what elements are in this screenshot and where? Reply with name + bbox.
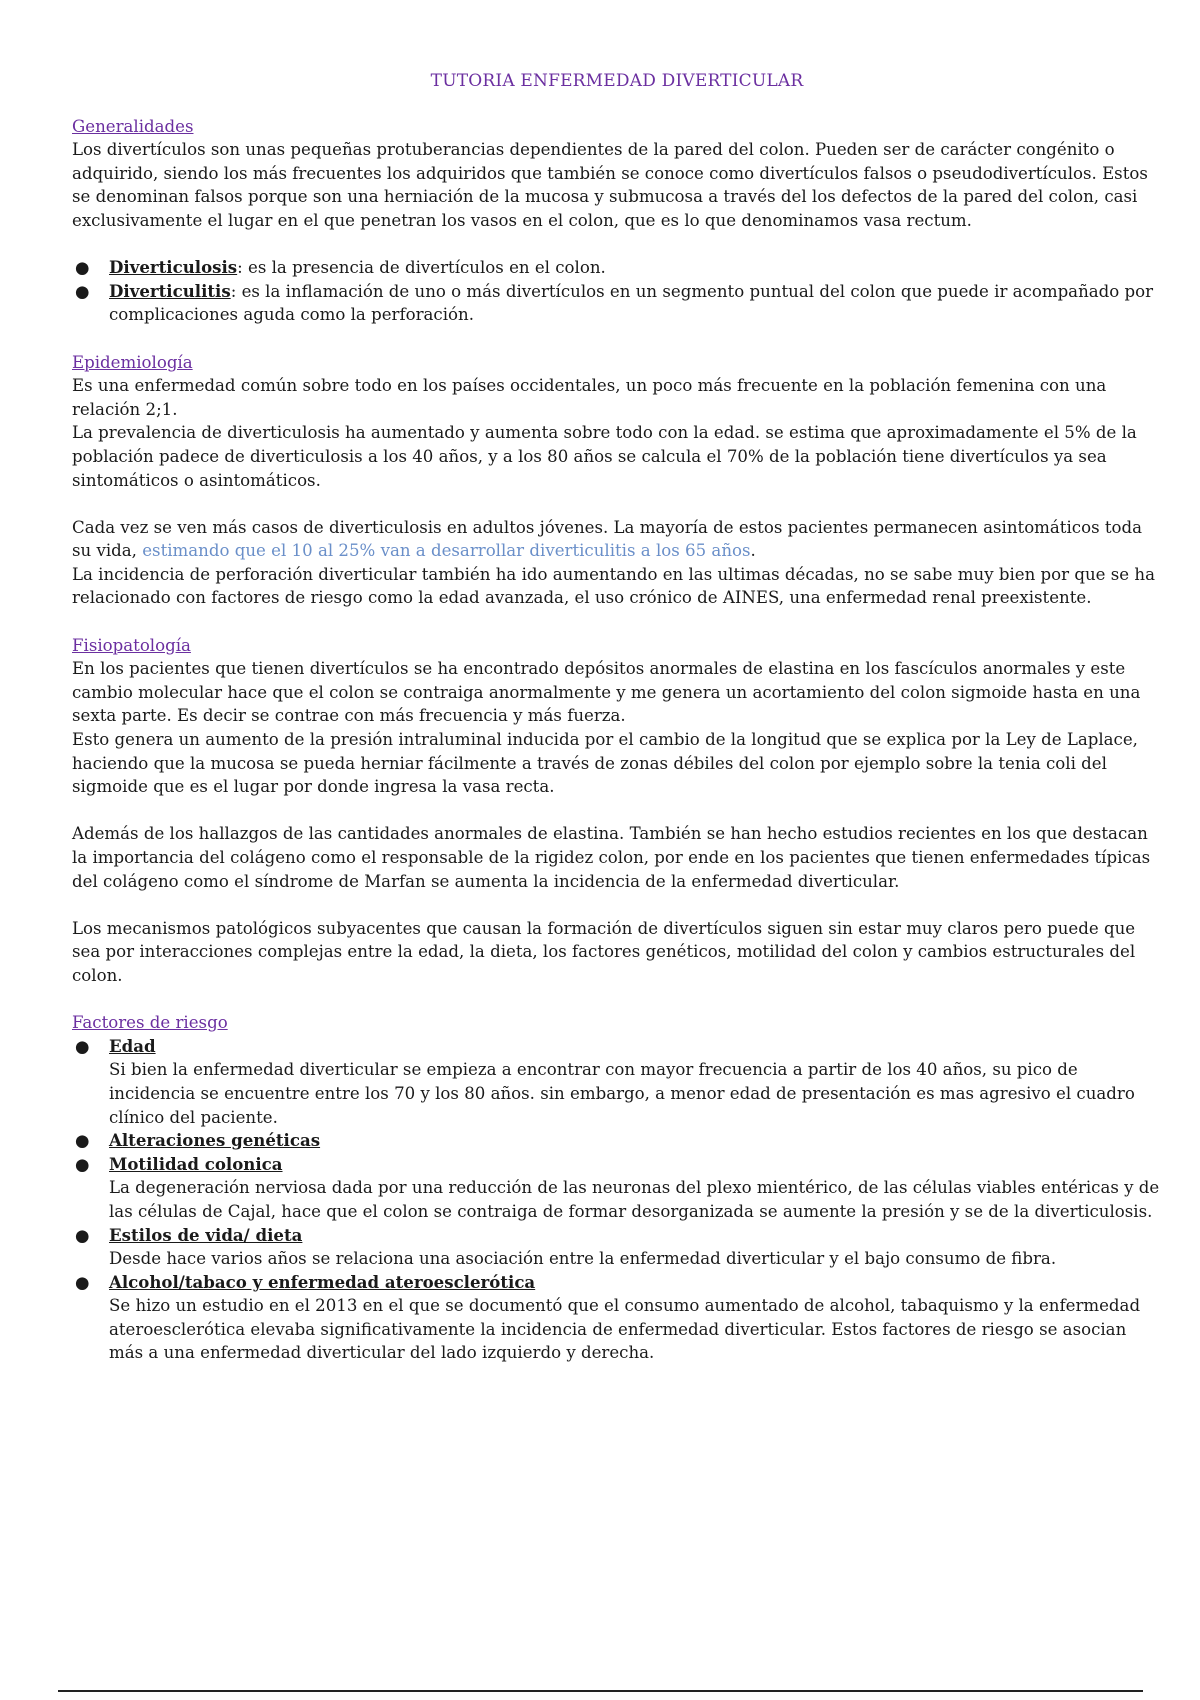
risk-factor-title: Edad [109, 1035, 156, 1056]
definition-diverticulitis: : es la inflamación de uno o más divertículos en un segmento puntual del colon que puede ir acompañado por complicaciones aguda como la perforación. [109, 281, 1154, 325]
risk-factor-description: Si bien la enfermedad diverticular se empieza a encontrar con mayor frecuencia a partir de los 40 años, su pico de incidencia se encuentre entre los 70 y los 80 años. sin embargo, a menor edad de presentación es mas agresivo el cuadro clínico del paciente. [109, 1060, 1135, 1127]
paragraph-fisiopatologia-3: Además de los hallazgos de las cantidades anormales de elastina. También se han hecho estudios recientes en los que destacan la importancia del colágeno como el responsable de la rigidez colon, por ende en los pacientes que tienen enfermedades típicas del colágeno como el síndrome de Marfan se aumenta la incidencia de la enfermedad diverticular. [72, 824, 1151, 891]
risk-factor-heading [72, 1035, 1162, 1059]
paragraph-epidemiologia-4: La incidencia de perforación diverticular también ha ido aumentando en las ultimas décadas, no se sabe muy bien por que se ha relacionado con factores de riesgo como la edad avanzada, el uso crónico de AINES, una enfermedad renal preexistente. [72, 564, 1155, 608]
risk-factor-alcohol-tabaco [72, 1271, 1162, 1365]
risk-factor-title: Estilos de vida/ dieta [109, 1224, 303, 1245]
risk-factor-title: Motilidad colonica [109, 1153, 283, 1174]
risk-factor-estilos-de-vida [72, 1224, 1162, 1271]
risk-factor-heading [72, 1153, 1162, 1177]
bullet-icon: ● [75, 281, 90, 301]
paragraph-epidemiologia-2: La prevalencia de diverticulosis ha aumentado y aumenta sobre todo con la edad. se estima que aproximadamente el 5% de la población padece de diverticulosis a los 40 años, y a los 80 años se calcula el 70% de la población tiene divertículos ya sea sintomáticos o asintomáticos. [72, 423, 1137, 490]
paragraph-generalidades: Los divertículos son unas pequeñas protuberancias dependientes de la pared del colon. Pueden ser de carácter congénito o adquirido, siendo los más frecuentes los adquiridos que también se conoce como divertículos falsos o pseudodivertículos. Estos se denominan falsos porque son una herniación de la mucosa y submucosa a través del los defectos de la pared del colon, casi exclusivamente el lugar en el que penetran los vasos en el colon, que es lo que denominamos vasa rectum. [72, 140, 1148, 230]
document-page [72, 70, 1162, 1365]
risk-factor-heading [72, 1224, 1162, 1248]
bullet-icon: ● [75, 1130, 90, 1151]
text-segment: Cada vez se ven más casos de diverticulosis en adultos jóvenes. La mayoría de estos pacientes permanecen asintomáticos toda su vida, [72, 517, 1143, 561]
risk-factor-edad [72, 1035, 1162, 1129]
risk-factor-description: La degeneración nerviosa dada por una reducción de las neuronas del plexo mientérico, de las células viables entéricas y de las células de Cajal, hace que el colon se contraiga de formar desorganizada se aumente la presión y se de la diverticulosis. [109, 1178, 1160, 1221]
document-title: TUTORIA ENFERMEDAD DIVERTICULAR [430, 71, 804, 91]
bullet-icon: ● [75, 1271, 90, 1292]
list-item-diverticulitis [72, 280, 1162, 327]
bullet-icon: ● [75, 1153, 90, 1174]
risk-factor-title: Alcohol/tabaco y enfermedad ateroesclerótica [109, 1271, 536, 1292]
risk-factor-alteraciones-geneticas [72, 1129, 1162, 1153]
definition-diverticulosis: : es la presencia de divertículos en el colon. [237, 258, 606, 278]
definitions-list [72, 256, 1162, 327]
risk-factor-heading [72, 1271, 1162, 1295]
highlighted-statistic-link[interactable]: estimando que el 10 al 25% van a desarrollar diverticulitis a los 65 años [142, 541, 751, 561]
term-diverticulitis: Diverticulitis [109, 280, 231, 301]
text-segment: . [750, 541, 756, 561]
paragraph-fisiopatologia-4: Los mecanismos patológicos subyacentes que causan la formación de divertículos siguen sin estar muy claros pero puede que sea por interacciones complejas entre la edad, la dieta, los factores genéticos, motilidad del colon y cambios estructurales del colon. [72, 918, 1136, 985]
risk-factor-heading [72, 1129, 1162, 1153]
paragraph-epidemiologia-1: Es una enfermedad común sobre todo en los países occidentales, un poco más frecuente en la población femenina con una relación 2;1. [72, 376, 1107, 419]
risk-factor-description: Desde hace varios años se relaciona una asociación entre la enfermedad diverticular y el bajo consumo de fibra. [109, 1249, 1057, 1269]
heading-generalidades: Generalidades [72, 116, 194, 136]
heading-fisiopatologia: Fisiopatología [72, 635, 191, 655]
heading-factores-de-riesgo: Factores de riesgo [72, 1013, 228, 1033]
risk-factor-motilidad-colonica [72, 1153, 1162, 1224]
paragraph-epidemiologia-3 [72, 516, 1162, 563]
term-diverticulosis: Diverticulosis [109, 257, 238, 278]
risk-factor-description: Se hizo un estudio en el 2013 en el que se documentó que el consumo aumentado de alcohol, tabaquismo y la enfermedad ateroesclerótica elevaba significativamente la incidencia de enfermedad diverticular. Estos factores de riesgo se asocian más a una enfermedad diverticular del lado izquierdo y derecha. [109, 1296, 1141, 1363]
page-bottom-rule [58, 1690, 1143, 1692]
heading-epidemiologia: Epidemiología [72, 352, 193, 372]
risk-factors-list [72, 1035, 1162, 1365]
risk-factor-title: Alteraciones genéticas [109, 1130, 321, 1151]
bullet-icon: ● [75, 1224, 90, 1245]
paragraph-fisiopatologia-1: En los pacientes que tienen divertículos se ha encontrado depósitos anormales de elastina en los fascículos anormales y este cambio molecular hace que el colon se contraiga anormalmente y me genera un acortamiento del colon sigmoide hasta en una sexta parte. Es decir se contrae con más frecuencia y más fuerza. [72, 659, 1141, 726]
bullet-icon: ● [75, 1035, 90, 1056]
paragraph-fisiopatologia-2: Esto genera un aumento de la presión intraluminal inducida por el cambio de la longitud que se explica por la Ley de Laplace, haciendo que la mucosa se pueda herniar fácilmente a través de zonas débiles del colon por ejemplo sobre la tenia coli del sigmoide que es el lugar por donde ingresa la vasa recta. [72, 730, 1138, 797]
bullet-icon: ● [75, 258, 90, 278]
list-item-diverticulosis [72, 256, 1162, 280]
